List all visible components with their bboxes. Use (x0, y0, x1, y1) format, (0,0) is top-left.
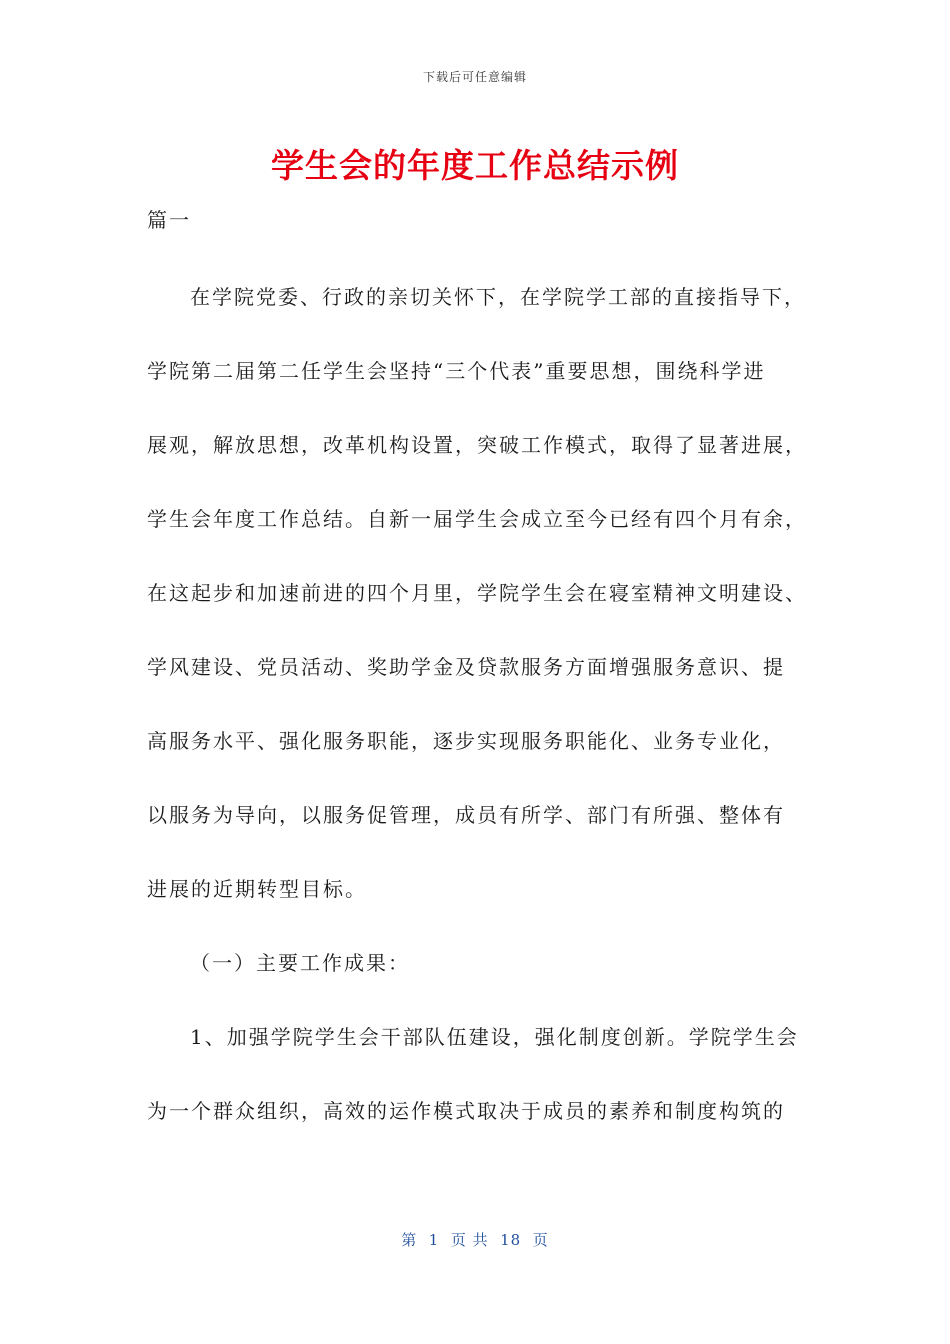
paragraph-line: 学风建设、党员活动、奖助学金及贷款服务方面增强服务意识、提 (147, 655, 785, 679)
paragraph-line: 1、加强学院学生会干部队伍建设，强化制度创新。学院学生会 (190, 1025, 799, 1049)
paragraph-line: 在这起步和加速前进的四个月里，学院学生会在寝室精神文明建设、 (147, 581, 807, 605)
paragraph-line: 高服务水平、强化服务职能，逐步实现服务职能化、业务专业化， (147, 729, 785, 753)
paragraph-line: 学院第二届第二任学生会坚持“三个代表”重要思想，围绕科学进 (147, 359, 766, 383)
paragraph-line: 学生会年度工作总结。自新一届学生会成立至今已经有四个月有余， (147, 507, 807, 531)
paragraph-line: 为一个群众组织，高效的运作模式取决于成员的素养和制度构筑的 (147, 1099, 785, 1123)
section-label: 篇一 (147, 208, 191, 232)
paragraph-line: 进展的近期转型目标。 (147, 877, 367, 901)
subheading-line: （一）主要工作成果： (190, 951, 410, 975)
paragraph-line: 在学院党委、行政的亲切关怀下，在学院学工部的直接指导下， (190, 285, 806, 309)
paragraph-line: 以服务为导向，以服务促管理，成员有所学、部门有所强、整体有 (147, 803, 785, 827)
paragraph-line: 展观，解放思想，改革机构设置，突破工作模式，取得了显著进展， (147, 433, 807, 457)
document-body (147, 282, 817, 1170)
document-title: 学生会的年度工作总结示例 (271, 146, 679, 185)
header-note: 下载后可任意编辑 (422, 70, 527, 84)
page-number-footer: 第 1 页 共 18 页 (401, 1231, 549, 1249)
